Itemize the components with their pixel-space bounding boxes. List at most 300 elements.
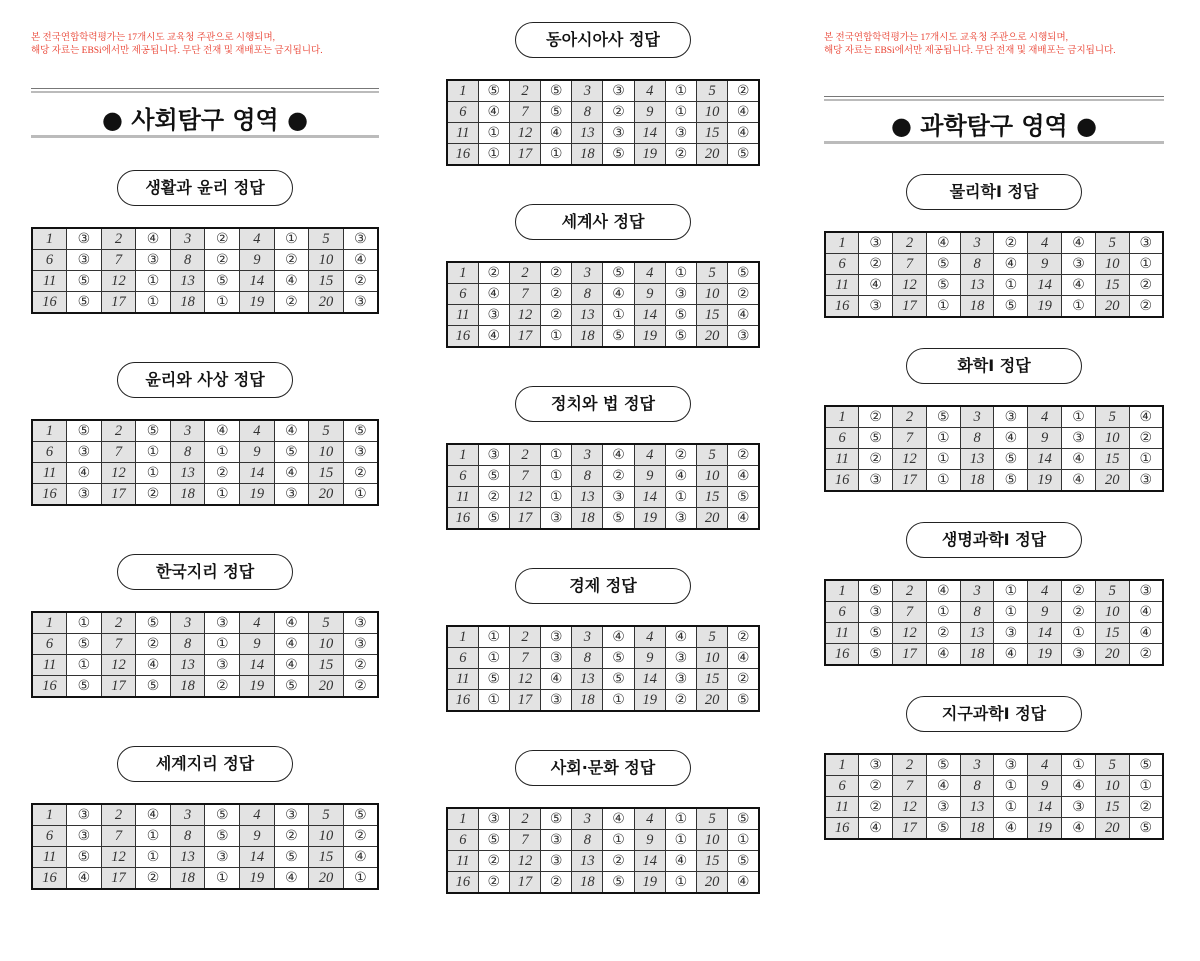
answer-cell: ② — [205, 250, 240, 271]
answer-cell: ⑤ — [728, 262, 759, 284]
answer-cell: ① — [665, 830, 696, 851]
answer-block — [31, 554, 379, 698]
answer-cell: ④ — [926, 580, 960, 602]
banner-top-rule — [824, 96, 1164, 101]
question-number: 14 — [1028, 275, 1062, 296]
answer-cell: ⑤ — [274, 442, 309, 463]
question-number: 1 — [447, 626, 478, 648]
answer-cell: ③ — [859, 296, 893, 318]
answer-cell: ④ — [728, 102, 759, 123]
answer-cell: ④ — [1062, 275, 1096, 296]
answer-cell: ③ — [665, 508, 696, 530]
answer-cell: ④ — [728, 123, 759, 144]
question-number: 5 — [1095, 754, 1129, 776]
answer-row — [32, 868, 378, 890]
question-number: 18 — [960, 644, 994, 666]
answer-cell: ③ — [994, 406, 1028, 428]
question-number: 20 — [1095, 470, 1129, 492]
answer-cell: ③ — [859, 470, 893, 492]
question-number: 7 — [893, 428, 927, 449]
answer-cell: ② — [1062, 580, 1096, 602]
answer-cell: ⑤ — [603, 648, 634, 669]
question-number: 19 — [240, 868, 275, 890]
question-number: 17 — [101, 676, 136, 698]
answer-cell: ③ — [859, 232, 893, 254]
question-number: 9 — [634, 102, 665, 123]
question-number: 16 — [447, 508, 478, 530]
answer-cell: ② — [343, 655, 378, 676]
answer-table — [446, 79, 760, 166]
question-number: 11 — [447, 487, 478, 508]
question-number: 15 — [1095, 449, 1129, 470]
subject-title: 생명과학Ⅰ 정답 — [906, 522, 1082, 558]
answer-cell: ① — [478, 648, 509, 669]
question-number: 14 — [634, 123, 665, 144]
question-number: 12 — [101, 463, 136, 484]
answer-cell: ④ — [1062, 818, 1096, 840]
answer-cell: ⑤ — [541, 80, 572, 102]
question-number: 4 — [634, 262, 665, 284]
answer-block — [446, 204, 760, 348]
question-number: 3 — [572, 808, 603, 830]
answer-cell: ② — [1129, 644, 1163, 666]
answer-cell: ⑤ — [728, 144, 759, 166]
answer-block — [31, 170, 379, 314]
answer-cell: ⑤ — [478, 830, 509, 851]
question-number: 5 — [697, 626, 728, 648]
question-number: 19 — [1028, 818, 1062, 840]
answer-row — [32, 271, 378, 292]
answer-cell: ⑤ — [67, 847, 102, 868]
answer-row — [825, 406, 1163, 428]
answer-cell: ④ — [478, 284, 509, 305]
answer-cell: ④ — [274, 612, 309, 634]
question-number: 3 — [572, 262, 603, 284]
question-number: 7 — [101, 250, 136, 271]
question-number: 6 — [447, 284, 478, 305]
answer-cell: ② — [205, 463, 240, 484]
answer-cell: ① — [926, 602, 960, 623]
question-number: 15 — [697, 669, 728, 690]
answer-row — [447, 830, 759, 851]
question-number: 17 — [893, 470, 927, 492]
answer-row — [447, 144, 759, 166]
question-number: 15 — [309, 655, 344, 676]
question-number: 14 — [634, 669, 665, 690]
question-number: 16 — [825, 644, 859, 666]
question-number: 5 — [697, 444, 728, 466]
answer-cell: ④ — [994, 254, 1028, 275]
question-number: 12 — [509, 669, 540, 690]
question-number: 6 — [447, 102, 478, 123]
question-number: 7 — [101, 826, 136, 847]
answer-cell: ③ — [343, 634, 378, 655]
answer-cell: ① — [994, 797, 1028, 818]
answer-cell: ③ — [67, 228, 102, 250]
answer-cell: ④ — [859, 818, 893, 840]
answer-cell: ④ — [1062, 776, 1096, 797]
question-number: 4 — [634, 808, 665, 830]
answer-row — [447, 508, 759, 530]
answer-cell: ④ — [1062, 470, 1096, 492]
question-number: 15 — [697, 487, 728, 508]
answer-cell: ① — [603, 690, 634, 712]
question-number: 1 — [447, 444, 478, 466]
question-number: 8 — [960, 254, 994, 275]
answer-block — [31, 362, 379, 506]
answer-cell: ④ — [274, 463, 309, 484]
answer-cell: ④ — [603, 444, 634, 466]
answer-cell: ① — [665, 80, 696, 102]
answer-cell: ③ — [67, 804, 102, 826]
answer-cell: ④ — [541, 123, 572, 144]
question-number: 3 — [960, 232, 994, 254]
answer-row — [825, 818, 1163, 840]
question-number: 11 — [825, 623, 859, 644]
question-number: 17 — [101, 868, 136, 890]
question-number: 9 — [240, 250, 275, 271]
question-number: 20 — [697, 326, 728, 348]
answer-cell: ④ — [136, 228, 171, 250]
question-number: 9 — [1028, 602, 1062, 623]
answer-cell: ③ — [994, 623, 1028, 644]
subject-title: 세계사 정답 — [515, 204, 691, 240]
question-number: 18 — [572, 690, 603, 712]
question-number: 20 — [1095, 818, 1129, 840]
banner-bottom-rule — [824, 141, 1164, 144]
question-number: 9 — [634, 284, 665, 305]
answer-cell: ⑤ — [603, 669, 634, 690]
answer-cell: ① — [136, 292, 171, 314]
question-number: 2 — [101, 228, 136, 250]
question-number: 2 — [509, 808, 540, 830]
question-number: 8 — [960, 776, 994, 797]
question-number: 8 — [960, 602, 994, 623]
notice-line-1: 본 전국연합학력평가는 17개시도 교육청 주관으로 시행되며, — [31, 33, 275, 43]
answer-cell: ③ — [478, 444, 509, 466]
question-number: 5 — [697, 80, 728, 102]
answer-table — [446, 443, 760, 530]
answer-row — [825, 580, 1163, 602]
question-number: 17 — [893, 818, 927, 840]
answer-cell: ④ — [728, 508, 759, 530]
answer-cell: ⑤ — [67, 292, 102, 314]
question-number: 10 — [1095, 254, 1129, 275]
question-number: 4 — [634, 626, 665, 648]
answer-cell: ④ — [541, 669, 572, 690]
answer-cell: ⑤ — [67, 634, 102, 655]
question-number: 17 — [893, 644, 927, 666]
answer-cell: ⑤ — [541, 808, 572, 830]
question-number: 1 — [32, 804, 67, 826]
answer-cell: ③ — [926, 797, 960, 818]
answer-cell: ③ — [136, 250, 171, 271]
answer-row — [447, 123, 759, 144]
answer-cell: ⑤ — [205, 804, 240, 826]
question-number: 18 — [170, 676, 205, 698]
answer-cell: ① — [926, 470, 960, 492]
answer-cell: ② — [1129, 797, 1163, 818]
question-number: 1 — [447, 80, 478, 102]
question-number: 19 — [634, 872, 665, 894]
question-number: 4 — [634, 80, 665, 102]
answer-cell: ④ — [994, 818, 1028, 840]
answer-cell: ⑤ — [478, 508, 509, 530]
answer-cell: ④ — [67, 463, 102, 484]
answer-cell: ④ — [728, 466, 759, 487]
answer-cell: ③ — [205, 847, 240, 868]
answer-cell: ① — [136, 442, 171, 463]
question-number: 15 — [1095, 623, 1129, 644]
question-number: 11 — [825, 449, 859, 470]
answer-cell: ② — [541, 262, 572, 284]
answer-cell: ⑤ — [478, 466, 509, 487]
answer-row — [32, 442, 378, 463]
question-number: 7 — [509, 284, 540, 305]
answer-cell: ⑤ — [603, 262, 634, 284]
answer-row — [825, 754, 1163, 776]
question-number: 7 — [509, 466, 540, 487]
question-number: 12 — [893, 449, 927, 470]
answer-cell: ② — [728, 626, 759, 648]
question-number: 6 — [825, 776, 859, 797]
question-number: 7 — [893, 254, 927, 275]
answer-table — [824, 579, 1164, 666]
answer-cell: ⑤ — [728, 808, 759, 830]
answer-cell: ② — [478, 487, 509, 508]
answer-cell: ① — [1129, 254, 1163, 275]
answer-cell: ⑤ — [67, 420, 102, 442]
answer-cell: ③ — [665, 648, 696, 669]
question-number: 19 — [1028, 470, 1062, 492]
answer-cell: ③ — [541, 626, 572, 648]
question-number: 9 — [240, 442, 275, 463]
question-number: 20 — [697, 144, 728, 166]
question-number: 17 — [101, 484, 136, 506]
answer-cell: ⑤ — [994, 470, 1028, 492]
question-number: 5 — [309, 804, 344, 826]
science-column — [824, 0, 1164, 840]
answer-row — [447, 326, 759, 348]
question-number: 20 — [309, 868, 344, 890]
answer-row — [447, 669, 759, 690]
answer-cell: ② — [136, 484, 171, 506]
question-number: 8 — [170, 442, 205, 463]
answer-cell: ⑤ — [136, 676, 171, 698]
answer-cell: ③ — [1062, 644, 1096, 666]
answer-table — [31, 803, 379, 890]
question-number: 14 — [634, 487, 665, 508]
question-number: 5 — [309, 228, 344, 250]
answer-cell: ⑤ — [859, 623, 893, 644]
answer-cell: ① — [994, 602, 1028, 623]
answer-cell: ② — [926, 623, 960, 644]
answer-cell: ① — [665, 487, 696, 508]
answer-cell: ① — [205, 868, 240, 890]
answer-cell: ⑤ — [665, 305, 696, 326]
social-studies-column — [31, 0, 379, 890]
answer-cell: ② — [343, 676, 378, 698]
answer-cell: ① — [1062, 623, 1096, 644]
question-number: 14 — [240, 847, 275, 868]
answer-row — [825, 470, 1163, 492]
question-number: 16 — [825, 818, 859, 840]
question-number: 17 — [101, 292, 136, 314]
answer-row — [447, 466, 759, 487]
question-number: 15 — [697, 851, 728, 872]
question-number: 5 — [1095, 232, 1129, 254]
answer-row — [447, 487, 759, 508]
answer-cell: ④ — [994, 644, 1028, 666]
answer-cell: ③ — [1062, 254, 1096, 275]
social-studies-banner — [31, 88, 379, 138]
answer-cell: ④ — [603, 808, 634, 830]
question-number: 10 — [1095, 776, 1129, 797]
question-number: 16 — [825, 470, 859, 492]
answer-cell: ② — [728, 284, 759, 305]
answer-cell: ④ — [343, 250, 378, 271]
answer-cell: ⑤ — [603, 326, 634, 348]
answer-table — [31, 611, 379, 698]
answer-cell: ③ — [1129, 580, 1163, 602]
question-number: 19 — [634, 690, 665, 712]
answer-cell: ⑤ — [926, 406, 960, 428]
subject-title: 동아시아사 정답 — [515, 22, 691, 58]
answer-cell: ① — [603, 305, 634, 326]
answer-row — [32, 826, 378, 847]
answer-cell: ① — [1062, 296, 1096, 318]
answer-cell: ⑤ — [1129, 754, 1163, 776]
question-number: 16 — [447, 872, 478, 894]
answer-cell: ① — [274, 228, 309, 250]
answer-cell: ⑤ — [859, 428, 893, 449]
answer-cell: ② — [859, 254, 893, 275]
answer-cell: ① — [1062, 406, 1096, 428]
question-number: 2 — [893, 406, 927, 428]
question-number: 5 — [697, 808, 728, 830]
question-number: 5 — [697, 262, 728, 284]
answer-cell: ② — [1129, 428, 1163, 449]
question-number: 11 — [447, 123, 478, 144]
question-number: 9 — [1028, 254, 1062, 275]
question-number: 3 — [960, 406, 994, 428]
question-number: 20 — [697, 872, 728, 894]
question-number: 19 — [634, 326, 665, 348]
answer-block — [824, 174, 1164, 318]
answer-cell: ④ — [728, 648, 759, 669]
answer-row — [447, 80, 759, 102]
answer-cell: ① — [136, 847, 171, 868]
answer-cell: ⑤ — [136, 420, 171, 442]
answer-cell: ③ — [1129, 470, 1163, 492]
question-number: 10 — [309, 442, 344, 463]
question-number: 16 — [447, 144, 478, 166]
answer-row — [447, 305, 759, 326]
answer-cell: ③ — [67, 826, 102, 847]
answer-block — [446, 750, 760, 894]
answer-cell: ⑤ — [994, 449, 1028, 470]
answer-cell: ⑤ — [136, 612, 171, 634]
answer-cell: ④ — [478, 102, 509, 123]
answer-cell: ② — [665, 690, 696, 712]
notice-right-line-1: 본 전국연합학력평가는 17개시도 교육청 주관으로 시행되며, — [824, 33, 1068, 43]
question-number: 14 — [240, 463, 275, 484]
answer-cell: ④ — [1129, 623, 1163, 644]
question-number: 13 — [960, 797, 994, 818]
answer-cell: ② — [274, 292, 309, 314]
answer-cell: ③ — [67, 250, 102, 271]
answer-cell: ④ — [274, 868, 309, 890]
answer-cell: ③ — [343, 228, 378, 250]
question-number: 3 — [572, 626, 603, 648]
answer-cell: ① — [205, 484, 240, 506]
question-number: 11 — [825, 275, 859, 296]
answer-cell: ③ — [478, 305, 509, 326]
question-number: 15 — [697, 123, 728, 144]
answer-cell: ① — [1129, 449, 1163, 470]
answer-cell: ① — [994, 776, 1028, 797]
answer-cell: ⑤ — [343, 804, 378, 826]
answer-cell: ② — [274, 250, 309, 271]
answer-cell: ④ — [728, 305, 759, 326]
subject-title: 생활과 윤리 정답 — [117, 170, 293, 206]
answer-cell: ③ — [343, 612, 378, 634]
question-number: 4 — [1028, 754, 1062, 776]
answer-cell: ① — [343, 484, 378, 506]
answer-cell: ③ — [343, 292, 378, 314]
answer-cell: ⑤ — [343, 420, 378, 442]
question-number: 6 — [825, 602, 859, 623]
answer-cell: ① — [478, 626, 509, 648]
answer-row — [825, 602, 1163, 623]
answer-cell: ② — [205, 676, 240, 698]
answer-cell: ⑤ — [728, 690, 759, 712]
answer-cell: ① — [205, 292, 240, 314]
answer-cell: ① — [541, 326, 572, 348]
answer-cell: ③ — [541, 851, 572, 872]
answer-cell: ① — [665, 102, 696, 123]
answer-cell: ① — [136, 271, 171, 292]
answer-cell: ② — [136, 868, 171, 890]
answer-cell: ③ — [478, 808, 509, 830]
answer-cell: ② — [859, 449, 893, 470]
answer-cell: ① — [67, 612, 102, 634]
question-number: 15 — [309, 463, 344, 484]
question-number: 8 — [572, 648, 603, 669]
answer-table — [31, 419, 379, 506]
question-number: 2 — [101, 612, 136, 634]
question-number: 8 — [572, 466, 603, 487]
answer-cell: ④ — [274, 271, 309, 292]
answer-cell: ⑤ — [67, 676, 102, 698]
answer-cell: ② — [728, 669, 759, 690]
answer-cell: ② — [1062, 602, 1096, 623]
subject-title: 정치와 법 정답 — [515, 386, 691, 422]
notice-right-line-2: 해당 자료는 EBSi에서만 제공됩니다. 무단 전재 및 재배포는 금지됩니다. — [824, 46, 1116, 56]
question-number: 3 — [170, 804, 205, 826]
question-number: 18 — [170, 292, 205, 314]
question-number: 17 — [509, 326, 540, 348]
question-number: 8 — [170, 250, 205, 271]
question-number: 18 — [572, 508, 603, 530]
question-number: 6 — [447, 830, 478, 851]
banner-title: ● 과학탐구 영역 ● — [890, 112, 1098, 140]
question-number: 12 — [509, 851, 540, 872]
question-number: 11 — [32, 847, 67, 868]
question-number: 10 — [697, 102, 728, 123]
answer-cell: ④ — [274, 634, 309, 655]
question-number: 2 — [509, 262, 540, 284]
